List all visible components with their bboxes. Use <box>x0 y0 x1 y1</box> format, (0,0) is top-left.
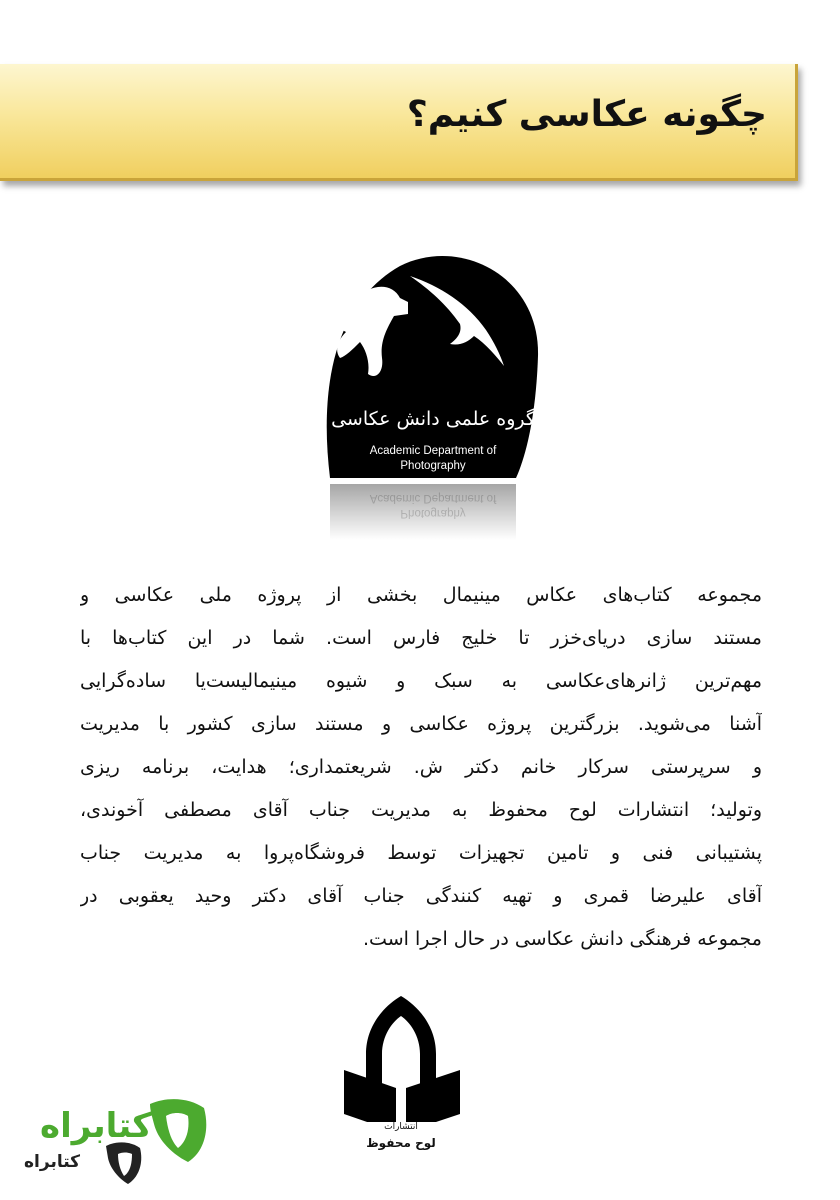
department-logo <box>290 246 550 546</box>
body-line: مجموعه فرهنگی دانش عکاسی در حال اجرا است. <box>363 928 762 950</box>
title-banner <box>0 64 798 181</box>
body-line: مستند سازی دریای‌خزر تا خلیج فارس است. شما در این کتاب‌ها با <box>80 627 762 649</box>
department-name-english <box>320 444 546 474</box>
body-line: پشتیبانی فنی و تامین تجهیزات توسط فروشگاه‌پروا به مدیریت جناب <box>80 842 762 864</box>
page-title: چگونه عکاسی کنیم؟ <box>406 94 767 135</box>
body-line: و سرپرستی سرکار خانم دکتر ش. شریعتمداری؛ هدایت، برنامه ریزی <box>80 756 762 778</box>
body-line: آقای علیرضا قمری و تهیه کنندگی جناب آقای دکتر وحید یعقوبی در <box>80 885 762 907</box>
ketabrah-wordmark-large: کتابراه <box>40 1106 153 1146</box>
department-name-english-line2: Photography <box>400 460 466 472</box>
body-line: آشنا می‌شوید. بزرگترین پروژه عکاسی و مستند سازی کشور با مدیریت <box>80 713 762 735</box>
publisher-name: لوح محفوظ <box>366 1136 436 1150</box>
reflection-line2: Academic Department of <box>369 492 497 504</box>
department-logo-reflection <box>320 490 546 520</box>
publisher-label: انتشارات <box>384 1122 418 1132</box>
ketabrah-wordmark-small: کتابراه <box>24 1152 81 1172</box>
body-line: مجموعه کتاب‌های عکاس مینیمال بخشی از پروژه ملی عکاسی و <box>80 584 762 606</box>
body-line: مهم‌ترین ژانرهای‌عکاسی به سبک و شیوه مینیمالیست‌یا ساده‌گرایی <box>80 670 762 692</box>
publisher-logo-graphic <box>336 992 466 1122</box>
body-line: وتولید؛ انتشارات لوح محفوظ به مدیریت جناب آقای مصطفی آخوندی، <box>80 799 762 821</box>
department-name-persian: گروه علمی دانش عکاسی <box>331 408 535 430</box>
ketabrah-watermark <box>22 1090 222 1190</box>
reflection-line1: Photography <box>400 507 466 519</box>
department-name-english-line1: Academic Department of <box>369 445 497 457</box>
body-paragraph <box>80 574 762 961</box>
publisher-logo <box>336 992 466 1162</box>
